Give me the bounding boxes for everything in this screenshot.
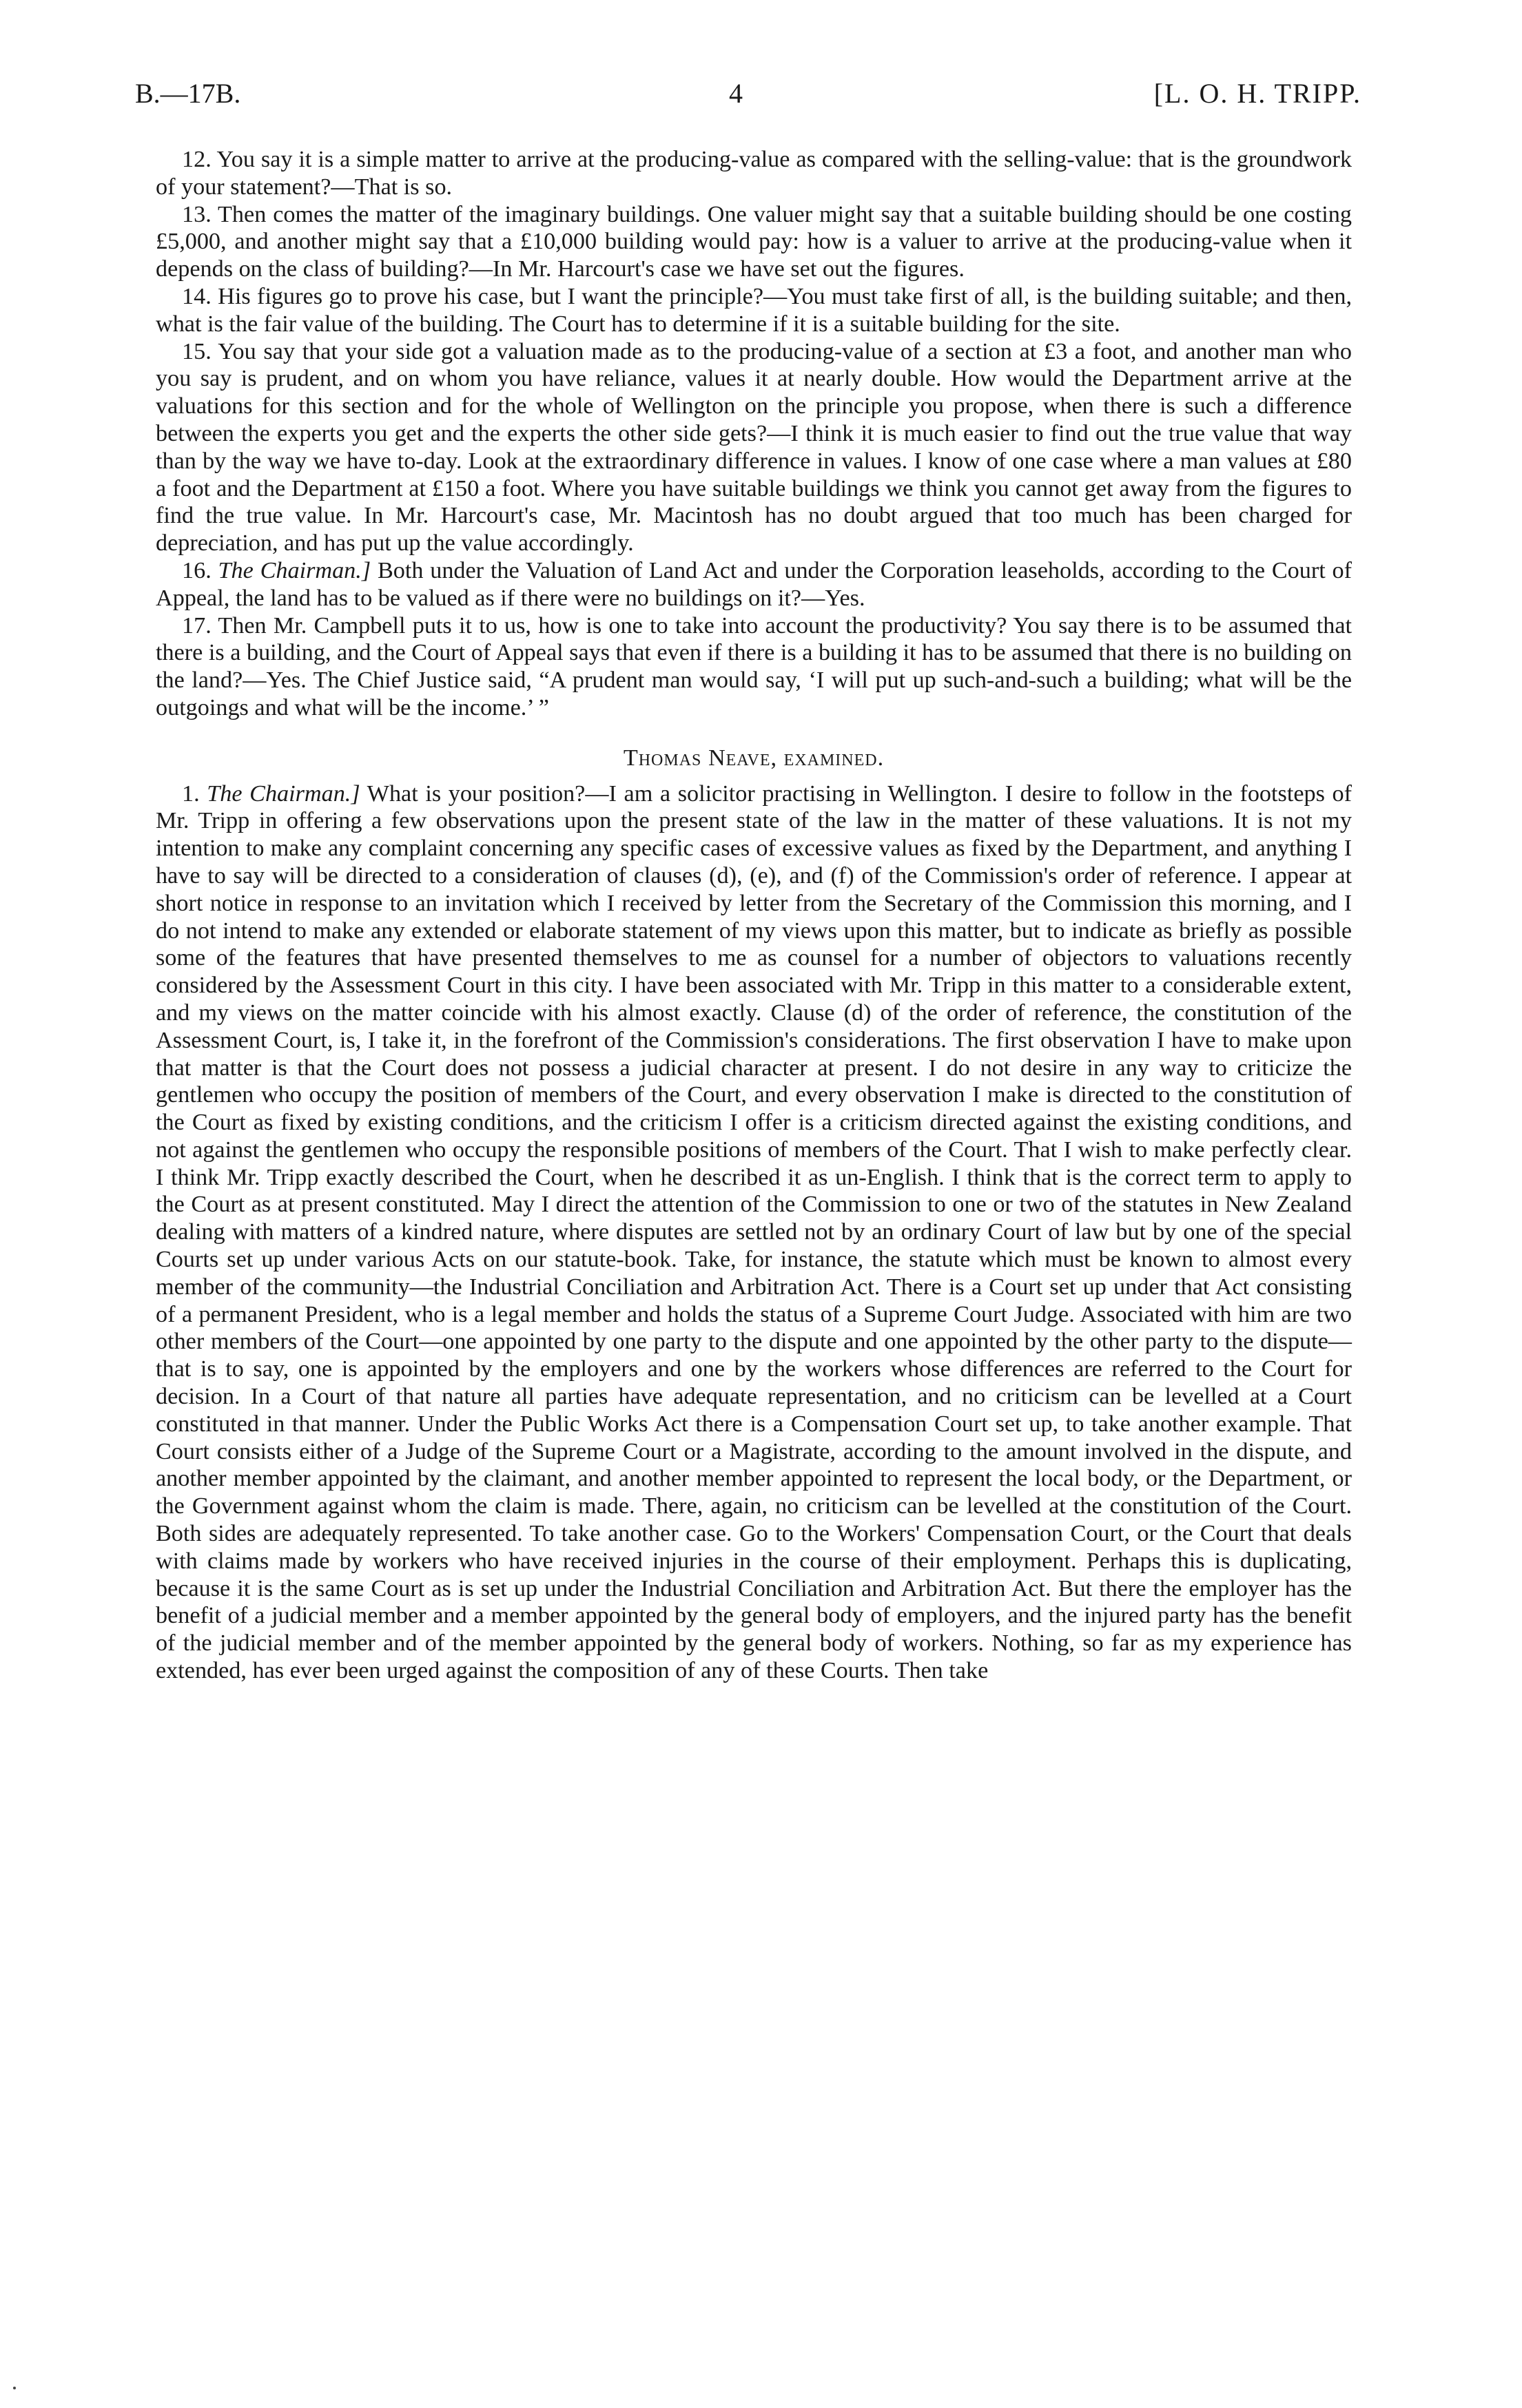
running-header [135,77,1361,118]
page-number: 4 [729,78,743,109]
page-speck [13,2387,16,2389]
question-number: 13. [182,201,212,227]
question-paragraph [156,146,1352,201]
question-paragraph [156,283,1352,338]
question-number: 12. [182,147,212,172]
witness-heading: Thomas Neave, examined. [623,745,885,771]
witness-name-header: [L. O. H. TRIPP. [1153,78,1361,109]
paragraph-text: You say that your side got a valuation made as to the producing-value of a section at £3 a foot, and another man who you say is prudent, and on whom you have reliance, values it at nearly double. How would the Department arrive at the valuations for this section and for the whole of Wellington on the principle you propose, when there is such a difference between the experts you get and the experts the other side gets?—I think it is much easier to find out the true value that way than by the way we have to-day. Look at the extraordinary difference in values. I know of one case where a man values at £80 a foot and the Department at £150 a foot. Where you have suitable buildings we think you cannot get away from the figures to find the true value. In Mr. Harcourt's case, Mr. Macintosh has no doubt argued that too much has been charged for depreciation, and has put up the value accordingly. [156,338,1353,557]
paragraph-text: Then comes the matter of the imaginary buildings. One valuer might say that a suitable building should be one costing £5,000, and another might say that a £10,000 building would pay: how is a valuer to arrive at the producing-value when it depends on the class of building?—In Mr. Harcourt's case we have set out the figures. [156,201,1352,282]
question-paragraph [156,780,1352,1685]
paragraph-text: His figures go to prove his case, but I want the principle?—You must take first of all, is the building suitable; and then, what is the fair value of the building. The Court has to determine if it is a suitable building for the site. [156,283,1353,337]
paragraph-text: Then Mr. Campbell puts it to us, how is one to take into account the productivity? You say there is to be assumed that there is a building, and the Court of Appeal says that even if there is a building it has to be assumed that there is no building on the land?—Yes. The Chief Justice said, “A prudent man would say, ‘I will put up such-and-such a building; what will be the outgoings and what will be the income.’ ” [156,612,1353,720]
body-text [156,146,1352,1685]
question-number: 14. [182,283,212,309]
question-number: 17. [182,612,212,639]
document-reference: B.—17B. [135,78,241,109]
question-number: 15. [182,338,212,364]
question-paragraph [156,201,1352,283]
question-number: 16. [182,557,212,583]
paragraph-text: Both under the Valuation of Land Act and under the Corporation leaseholds, according to the Court of Appeal, the land has to be valued as if there were no buildings on it?—Yes. [156,557,1352,611]
question-paragraph [156,338,1352,557]
question-paragraph [156,557,1352,612]
question-number: 1. [182,780,200,807]
speaker-label: The Chairman.] [207,780,360,807]
paragraph-text: What is your position?—I am a solicitor practising in Wellington. I desire to follow in the footsteps of Mr. Tripp in offering a few observations upon the present state of the law in the matter of these valuations. It is not my intention to make any complaint concerning any specific cases of excessive values as fixed by the Department, and anything I have to say will be directed to a consideration of clauses (d), (e), and (f) of the Commission's order of reference. I appear at short notice in response to an invitation which I received by letter from the Secretary of the Commission this morning, and I do not intend to make any extended or elaborate statement of my views upon this matter, but to indicate as briefly as possible some of the features that have presented themselves to me as counsel for a number of objectors to valuations recently considered by the Assessment Court in this city. I have been associated with Mr. Tripp in this matter to a considerable extent, and my views on the matter coincide with his almost exactly. Clause (d) of the order of reference, the constitution of the Assessment Court, is, I take it, in the forefront of the Commission's considerations. The first observation I have to make upon that matter is that the Court does not possess a judicial character at present. I do not desire in any way to criticize the gentlemen who occupy the position of members of the Court, and every observation I make is directed to the constitution of the Court as fixed by existing conditions, and the criticism I offer is a criticism directed against the existing conditions, and not against the gentlemen who occupy the responsible positions of members of the Court. That I wish to make perfectly clear. I think Mr. Tripp exactly described the Court, when he described it as un-English. I think that is the correct term to apply to the Court as at present constituted. May I direct the attention of the Commission to one or two of the statutes in New Zealand dealing with matters of a kindred nature, where disputes are settled not by an ordinary Court of law but by one of the special Courts set up under various Acts on our statute-book. Take, for instance, the statute which must be known to almost every member of the community—the Industrial Conciliation and Arbitration Act. There is a Court set up under that Act consisting of a permanent President, who is a legal member and holds the status of a Supreme Court Judge. Associated with him are two other members of the Court—one appointed by one party to the dispute and one appointed by the other party to the dispute—that is to say, one is appointed by the employers and one by the workers whose differences are referred to the Court for decision. In a Court of that nature all parties have adequate representation, and no criticism can be levelled at a Court constituted in that manner. Under the Public Works Act there is a Compensation Court set up, to take another example. That Court consists either of a Judge of the Supreme Court or a Magistrate, according to the amount involved in the dispute, and another member appointed by the claimant, and another member appointed to represent the local body, or the Department, or the Government against whom the claim is made. There, again, no criticism can be levelled at the constitution of the Court. Both sides are adequately represented. To take another case. Go to the Workers' Compensation Court, or the Court that deals with claims made by workers who have received injuries in the course of their employment. Perhaps this is duplicating, because it is the same Court as is set up under the Industrial Conciliation and Arbitration Act. But there the employer has the benefit of a judicial member and a member appointed by the general body of employers, and the injured party has the benefit of the judicial member and of the member appointed by the general body of workers. Nothing, so far as my experience has extended, has ever been urged against the composition of any of these Courts. Then take [156,780,1352,1684]
paragraph-text: You say it is a simple matter to arrive at the producing-value as compared with the selling-value: that is the groundwork of your statement?—That is so. [156,147,1353,200]
question-paragraph [156,612,1352,722]
speaker-label: The Chairman.] [218,557,371,583]
